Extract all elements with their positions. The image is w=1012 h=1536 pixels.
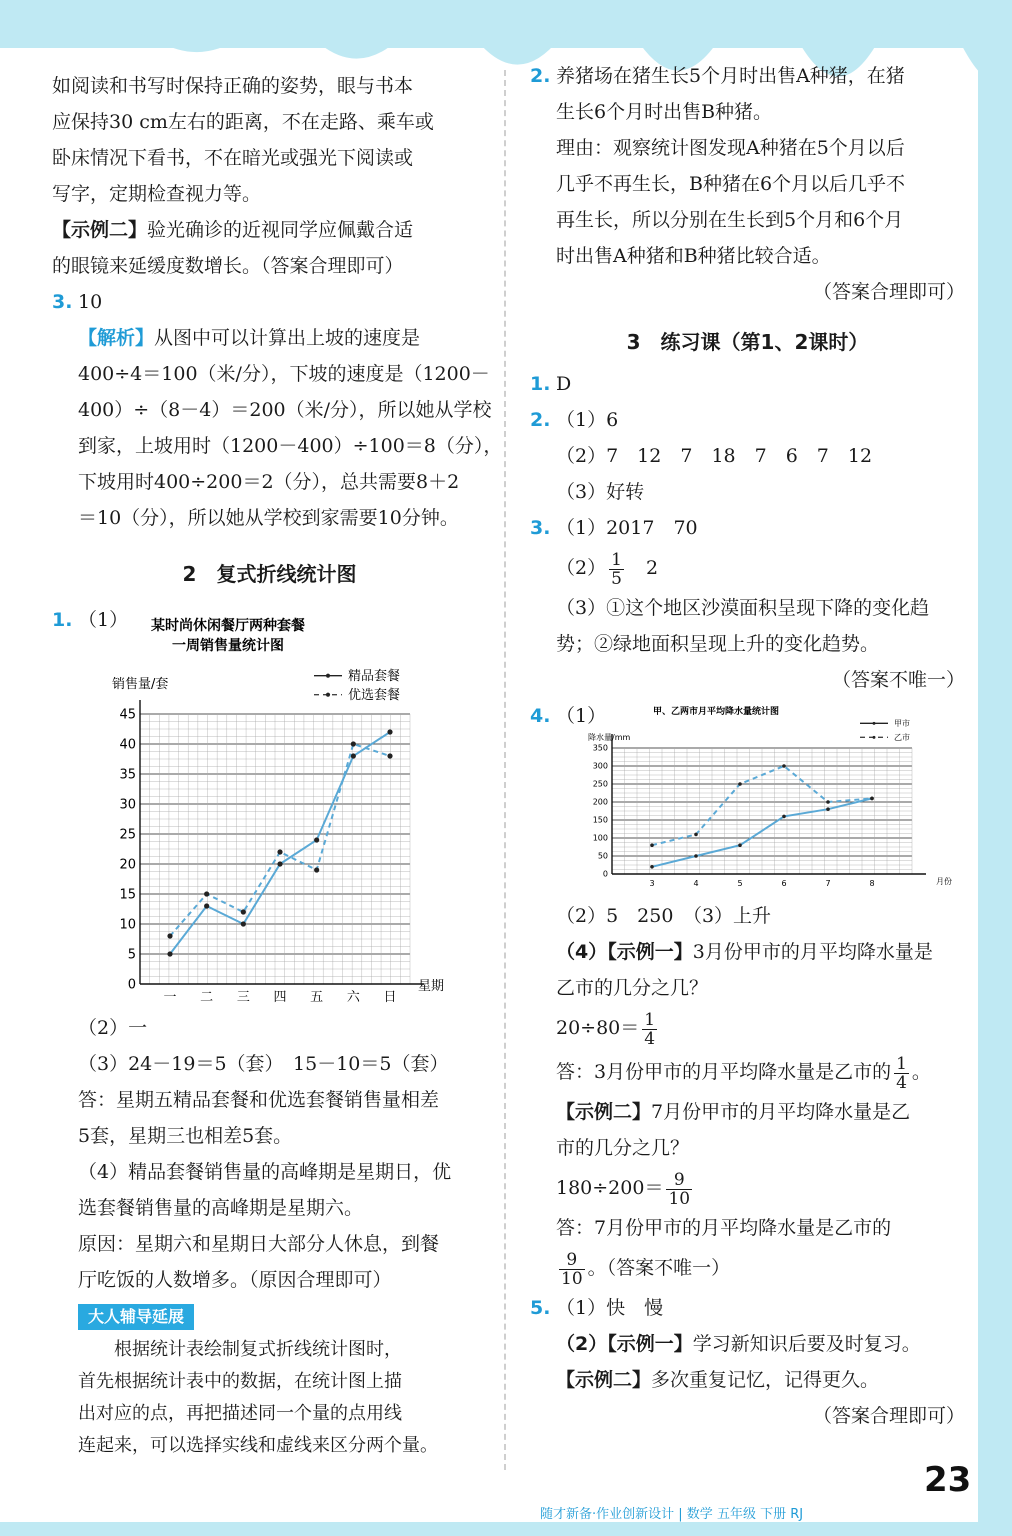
question-number: 3.	[52, 291, 73, 313]
answer-4-calc1: 20÷80＝ $\frac{1}{4}$	[556, 1009, 656, 1049]
x-tick-label: 二	[200, 990, 214, 1005]
answer-4-answer1: 答：3月份甲市的月平均降水量是乙市的 $\frac{1}{4}$ 。	[556, 1053, 931, 1093]
q3-analysis-line: 400）÷（8－4）＝200（米/分），所以她从学校	[78, 399, 492, 421]
footer-volume: 下册 RJ	[760, 1507, 804, 1522]
question-1: 1. （1）	[52, 602, 487, 638]
y-tick-label: 0	[602, 869, 608, 879]
data-point	[782, 815, 786, 819]
y-tick-label: 150	[592, 815, 608, 825]
q3-answer: 10	[78, 291, 103, 313]
x-tick-label: 三	[236, 990, 250, 1005]
legend-label: 甲市	[894, 719, 910, 728]
question-3	[52, 284, 487, 320]
analysis-tag: 【解析】	[78, 327, 155, 349]
y-tick-label: 200	[592, 797, 608, 807]
answer-4-example1-line: 乙市的几分之几？	[556, 977, 709, 999]
left-column-lower	[52, 1010, 487, 1462]
data-point	[694, 854, 698, 858]
section-title-2: 2 复式折线统计图	[182, 562, 357, 586]
y-tick-label: 350	[592, 743, 608, 753]
data-point	[277, 849, 282, 854]
chart1-title-line1: 某时尚休闲餐厅两种套餐	[151, 618, 305, 634]
data-point	[314, 837, 319, 842]
q2-reason-line: 时出售A种猪和B种猪比较合适。	[556, 245, 831, 267]
data-point	[204, 903, 209, 908]
data-point	[650, 865, 654, 869]
answer-5-part3: 【示例二】多次重复记忆，记得更久。	[556, 1369, 880, 1391]
legend-marker	[326, 693, 330, 697]
y-tick-label: 10	[119, 917, 136, 933]
x-tick-label: 3	[649, 879, 655, 888]
right-column	[530, 58, 965, 734]
legend-label: 精品套餐	[348, 669, 401, 684]
y-tick-label: 0	[127, 977, 136, 993]
chart1-title-line2: 一周销售量统计图	[172, 638, 284, 654]
fraction: $\frac{1}{5}$	[611, 549, 622, 589]
x-tick-label: 日	[383, 990, 397, 1005]
q2-reason-line: 几乎不再生长，B种猪在6个月以后几乎不	[556, 173, 906, 195]
data-point	[387, 753, 392, 758]
data-point	[650, 843, 654, 847]
q3-analysis-line: 到家，上坡用时（1200－400）÷100＝8（分），	[78, 435, 503, 457]
data-point	[204, 891, 209, 896]
answer-4: 4. （1）	[530, 705, 607, 727]
data-point	[167, 933, 172, 938]
example2-tag: 【示例二】	[52, 219, 148, 241]
series-line-2	[170, 744, 390, 936]
data-point	[167, 951, 172, 956]
y-tick-label: 35	[119, 767, 136, 783]
answer-2-part3: （3）好转	[556, 481, 645, 503]
answer-2: 2. （1）6	[530, 409, 619, 431]
q3-analysis-line: ＝10（分），所以她从学校到家需要10分钟。	[78, 507, 459, 529]
fraction: $\frac{1}{4}$	[896, 1053, 907, 1093]
intro-line: 应保持30 cm左右的距离，不在走路、乘车或	[52, 111, 434, 133]
data-point	[826, 800, 830, 804]
data-point	[351, 741, 356, 746]
q2-reason-line: 再生长，所以分别在生长到5个月和6个月	[556, 209, 904, 231]
right-column-lower	[530, 898, 965, 1434]
x-tick-label: 8	[869, 879, 875, 888]
series-line-1	[170, 732, 390, 954]
answer-3-part2: （2） $\frac{1}{5}$ 2	[556, 549, 659, 589]
q2-reason-line: 理由：观察统计图发现A种猪在5个月以后	[556, 137, 905, 159]
q3-analysis-line: 下坡用时400÷200＝2（分），总共需要8＋2	[78, 471, 460, 493]
answer-4-part2: （2）5 250 （3）上升	[556, 905, 772, 927]
column-divider	[504, 70, 506, 1470]
chart-restaurant-sales	[52, 606, 492, 1006]
legend-marker	[326, 674, 330, 678]
y-tick-label: 100	[592, 833, 608, 843]
legend-label: 优选套餐	[348, 688, 401, 703]
answer-4-answer2: 答：7月份甲市的月平均降水量是乙市的	[556, 1217, 892, 1239]
section-title-3: 3 练习课（第1、2课时）	[626, 330, 869, 354]
chart1-xlabel: 星期	[418, 979, 445, 994]
y-tick-label: 250	[592, 779, 608, 789]
fraction: $\frac{9}{10}$	[668, 1169, 691, 1209]
x-tick-label: 4	[693, 879, 699, 888]
chart2-ylabel: 降水量/mm	[588, 733, 631, 742]
q1-part2: （2）一	[78, 1017, 148, 1039]
question-2: 2. 养猪场在猪生长5个月时出售A种猪，在猪	[530, 58, 965, 94]
q1-part3-line: 答：星期五精品套餐和优选套餐销售量相差	[78, 1089, 440, 1111]
x-tick-label: 四	[273, 990, 287, 1005]
answer-5-note: （答案合理即可）	[812, 1405, 965, 1427]
data-point	[738, 843, 742, 847]
data-point	[241, 909, 246, 914]
q2-line: 生长6个月时出售B种猪。	[556, 101, 773, 123]
q1-part3-line: 5套，星期三也相差5套。	[78, 1125, 293, 1147]
y-tick-label: 30	[119, 797, 136, 813]
footer-book: 随才新备·作业创新设计	[540, 1507, 675, 1522]
example2-line: 的眼镜来延缓度数增长。（答案合理即可）	[52, 255, 404, 277]
answer-3-note: （答案不唯一）	[831, 669, 965, 691]
left-column	[52, 68, 503, 638]
question-number: 2.	[530, 65, 551, 87]
data-point	[826, 807, 830, 811]
page-right-border	[978, 0, 1012, 1536]
chart2-title: 甲、乙两市月平均降水量统计图	[652, 707, 780, 717]
tip-line: 根据统计表绘制复式折线统计图时，	[78, 1339, 402, 1360]
q1-part4-line: 选套餐销售量的高峰期是星期六。	[78, 1197, 364, 1219]
q1-part4-line: 厅吃饭的人数增多。（原因合理即可）	[78, 1269, 392, 1291]
data-point	[694, 833, 698, 837]
q1-part3-line: （3）24－19＝5（套） 15－10＝5（套）	[78, 1053, 449, 1075]
answer-4-calc2: 180÷200＝ $\frac{9}{10}$	[556, 1169, 691, 1209]
fraction: $\frac{1}{4}$	[644, 1009, 656, 1049]
top-wave-decoration	[0, 30, 1012, 60]
data-point	[277, 861, 282, 866]
intro-line: 如阅读和书写时保持正确的姿势，眼与书本	[52, 75, 414, 97]
answer-2-part2: （2）7 12 7 18 7 6 7 12	[556, 445, 873, 467]
tip-label: 大人辅导延展	[78, 1304, 194, 1330]
data-point	[241, 921, 246, 926]
x-tick-label: 6	[781, 879, 787, 888]
answer-4-example2-line: 市的几分之几？	[556, 1137, 690, 1159]
data-point	[870, 797, 874, 801]
tip-line: 连起来，可以选择实线和虚线来区分两个量。	[78, 1435, 438, 1456]
answer-5: 5. （1）快 慢	[530, 1297, 664, 1319]
data-point	[387, 729, 392, 734]
y-tick-label: 45	[119, 707, 136, 723]
x-tick-label: 五	[310, 990, 324, 1005]
q3-analysis-line: 【解析】从图中可以计算出上坡的速度是	[78, 327, 421, 349]
y-tick-label: 50	[597, 851, 608, 861]
y-tick-label: 20	[119, 857, 136, 873]
y-tick-label: 300	[592, 761, 608, 771]
chart2-xlabel: 月份	[936, 877, 952, 886]
example2-line: 【示例二】验光确诊的近视同学应佩戴合适	[52, 219, 414, 241]
answer-3: 3. （1）2017 70	[530, 517, 698, 539]
data-point	[738, 782, 742, 786]
x-tick-label: 一	[163, 990, 177, 1005]
legend-marker	[873, 722, 876, 725]
page-footer: 随才新备·作业创新设计 | 数学 五年级 下册 RJ	[540, 1507, 804, 1522]
intro-line: 写字，定期检查视力等。	[52, 183, 262, 205]
data-point	[314, 867, 319, 872]
chart1-ylabel: 销售量/套	[112, 677, 169, 692]
footer-grade: 五年级	[716, 1507, 756, 1522]
y-tick-label: 40	[119, 737, 136, 753]
x-tick-label: 六	[346, 990, 360, 1005]
question-number: 1.	[52, 609, 73, 631]
tip-line: 首先根据统计表中的数据，在统计图上描	[78, 1371, 402, 1392]
y-tick-label: 25	[119, 827, 136, 843]
answer-5-part2: （2）【示例一】学习新知识后要及时复习。	[556, 1333, 921, 1355]
answer-3-part3-line: 势；②绿地面积呈现上升的变化趋势。	[556, 633, 880, 655]
y-tick-label: 15	[119, 887, 136, 903]
page-bottom-border	[0, 1522, 1012, 1536]
chart-rainfall	[530, 700, 950, 890]
legend-label: 乙市	[894, 733, 910, 742]
answer-1: 1. D	[530, 373, 572, 395]
q1-part4-line: （4）精品套餐销售量的高峰期是星期日，优	[78, 1161, 452, 1183]
answer-4-example2: 【示例二】7月份甲市的月平均降水量是乙	[556, 1101, 911, 1123]
footer-subject: 数学	[686, 1507, 713, 1522]
q1-part4-line: 原因：星期六和星期日大部分人休息，到餐	[78, 1233, 440, 1255]
x-tick-label: 7	[825, 879, 831, 888]
legend-marker	[873, 736, 876, 739]
data-point	[782, 764, 786, 768]
page-number: 23	[924, 1460, 972, 1500]
tip-line: 出对应的点，再把描述同一个量的点用线	[78, 1403, 402, 1424]
intro-line: 卧床情况下看书，不在暗光或强光下阅读或	[52, 147, 414, 169]
data-point	[351, 753, 356, 758]
q3-analysis-line: 400÷4＝100（米/分），下坡的速度是（1200－	[78, 363, 490, 385]
answer-4-answer2-frac: $\frac{9}{10}$ 。（答案不唯一）	[561, 1249, 731, 1289]
fraction: $\frac{9}{10}$	[561, 1249, 583, 1289]
x-tick-label: 5	[737, 879, 743, 888]
y-tick-label: 5	[127, 947, 136, 963]
answer-4-example1: （4）【示例一】3月份甲市的月平均降水量是	[556, 941, 933, 963]
q2-note: （答案合理即可）	[812, 281, 965, 303]
answer-3-part3-line: （3）①这个地区沙漠面积呈现下降的变化趋	[556, 597, 930, 619]
